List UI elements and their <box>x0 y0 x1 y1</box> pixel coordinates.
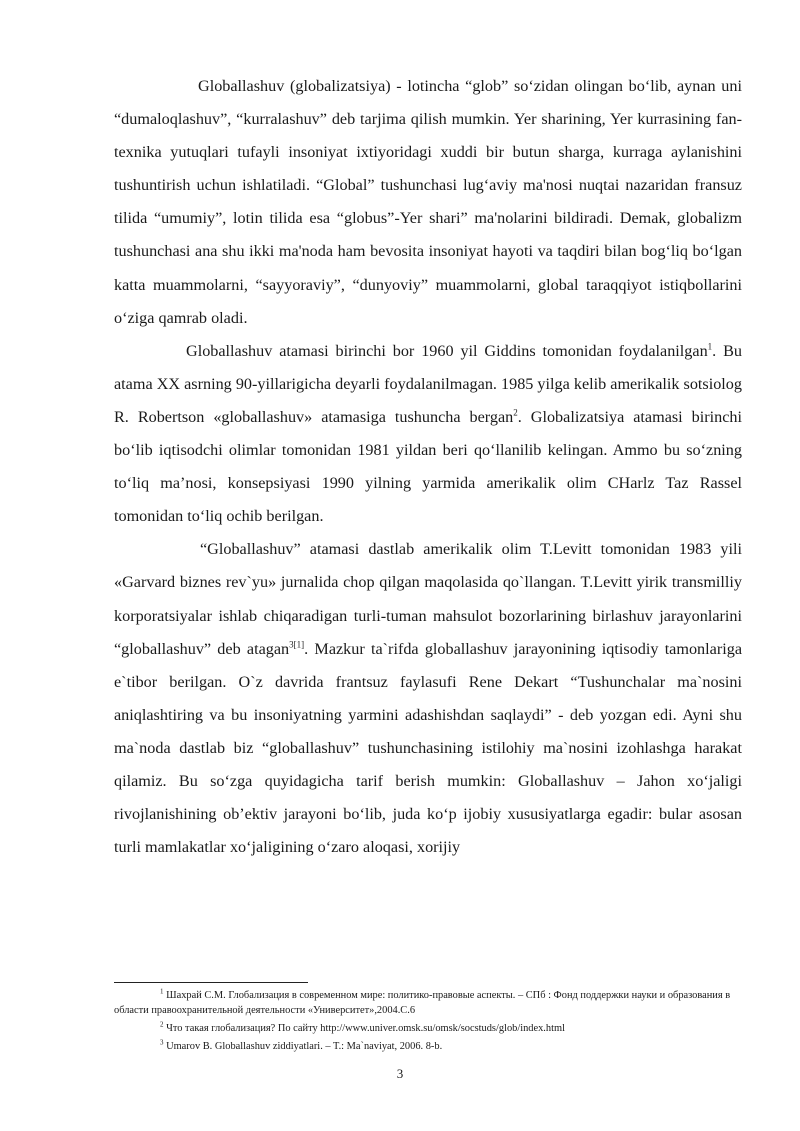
footnote-1 <box>114 988 742 1018</box>
footnote-ref-1[interactable]: 1 <box>707 341 713 352</box>
paragraph-2-text-c: . Globalizatsiya atamasi birinchi boʻlib iqtisodchi olimlar tomonidan 1981 yildan beri qoʻllanilib kelingan. Ammo bu soʻzning toʻliq maʼnosi, konsepsiyasi 1990 yilning yarmida amerikalik olim CHarlz Taz Rassel tomonidan toʻliq ochib berilgan. <box>114 407 742 526</box>
footnote-3 <box>114 1039 742 1054</box>
footnote-separator <box>114 982 308 983</box>
footnote-mark: 2 <box>160 1020 164 1029</box>
footnote-2 <box>114 1021 742 1036</box>
footnote-text: Umarov B. Globallashuv ziddiyatlari. – T.: Ma`naviyat, 2006. 8-b. <box>163 1041 443 1052</box>
footnote-ref-2[interactable]: 2 <box>513 407 518 418</box>
paragraph-3-text-a: “Globallashuv” atamasi dastlab amerikalik olim T.Levitt tomonidan 1983 yili «Garvard biznes rev`yu» jurnalida chop qilgan maqolasida qo`llangan. T.Levitt yirik transmilliy korporatsiyalar ishlab chiqaradigan turli-tuman mahsulot bozorlarining birlashuv jarayonlarini “globallashuv” deb atagan <box>114 540 742 658</box>
footnote-text: Что такая глобализация? По сайту http://www.univer.omsk.su/omsk/socstuds/glob/index.html <box>163 1023 565 1034</box>
paragraph-2 <box>114 335 742 534</box>
paragraph-3 <box>114 533 742 864</box>
footnote-text: Шахрай С.М. Глобализация в современном мире: политико-правовые аспекты. – СПб : Фонд поддержки науки и образования в области правоохранительной деятельности «Университет»,2004.С.6 <box>114 990 731 1016</box>
paragraph-3-text-b: . Mazkur ta`rifda globallashuv jarayonining iqtisodiy tamonlariga e`tibor berilgan. O`z davrida frantsuz faylasufi Rene Dekart “Tushunchalar ma`nosini aniqlashtiring va bu insoniyatning yarmini adashishdan saqlaydi” - deb yozgan edi. Ayni shu ma`noda dastlab biz “globallashuv” tushunchasining istilohiy ma`nosini izohlashga harakat qilamiz. Bu soʻzga quyidagicha tarif berish mumkin: Globallashuv – Jahon xoʻjaligi rivojlanishining obʼektiv jarayoni boʻlib, juda koʻp ijobiy xususiyatlarga egadir: bular asosan turli mamlakatlar xoʻjaligining oʻzaro aloqasi, xorijiy <box>114 639 742 857</box>
paragraph-1: Globallashuv (globalizatsiya) - lotincha “glob” soʻzidan olingan boʻlib, aynan uni “dumaloqlashuv”, “kurralashuv” deb tarjima qilish mumkin. Yer sharining, Yer kurrasining fan-texnika yutuqlari tufayli insoniyat ixtiyoridagi xuddi bir butun sharga, kurraga aylanishini tushuntirish uchun ishlatiladi. “Global” tushunchasi lugʻaviy ma'nosi nuqtai nazaridan fransuz tilida “umumiy”, lotin tilida esa “globus”-Yer shari” ma'nolarini bildiradi. Demak, globalizm tushunchasi ana shu ikki ma'noda ham bevosita insoniyat hayoti va taqdiri bilan bogʻliq boʻlgan katta muammolarni, “sayyoraviy”, “dunyoviy” muammolarni, global taraqqiyot istiqbollarini oʻziga qamrab oladi. <box>114 77 742 327</box>
paragraph-2-text-a: Globallashuv atamasi birinchi bor 1960 yil Giddins tomonidan foydalanilgan <box>186 341 708 360</box>
footnote-mark: 3 <box>160 1038 164 1047</box>
page-number: 3 <box>396 1066 404 1081</box>
footnotes <box>114 988 742 1057</box>
footnote-ref-3[interactable]: 3[1] <box>289 639 305 650</box>
footnote-mark: 1 <box>160 987 164 996</box>
paragraph-2-text-b: . Bu atama XX asrning 90-yillarigicha deyarli foydalanilmagan. 1985 yilga kelib amerikalik sotsiolog R. Robertson «globallashuv» atamasiga tushuncha bergan <box>114 341 742 426</box>
document-body <box>114 70 742 864</box>
